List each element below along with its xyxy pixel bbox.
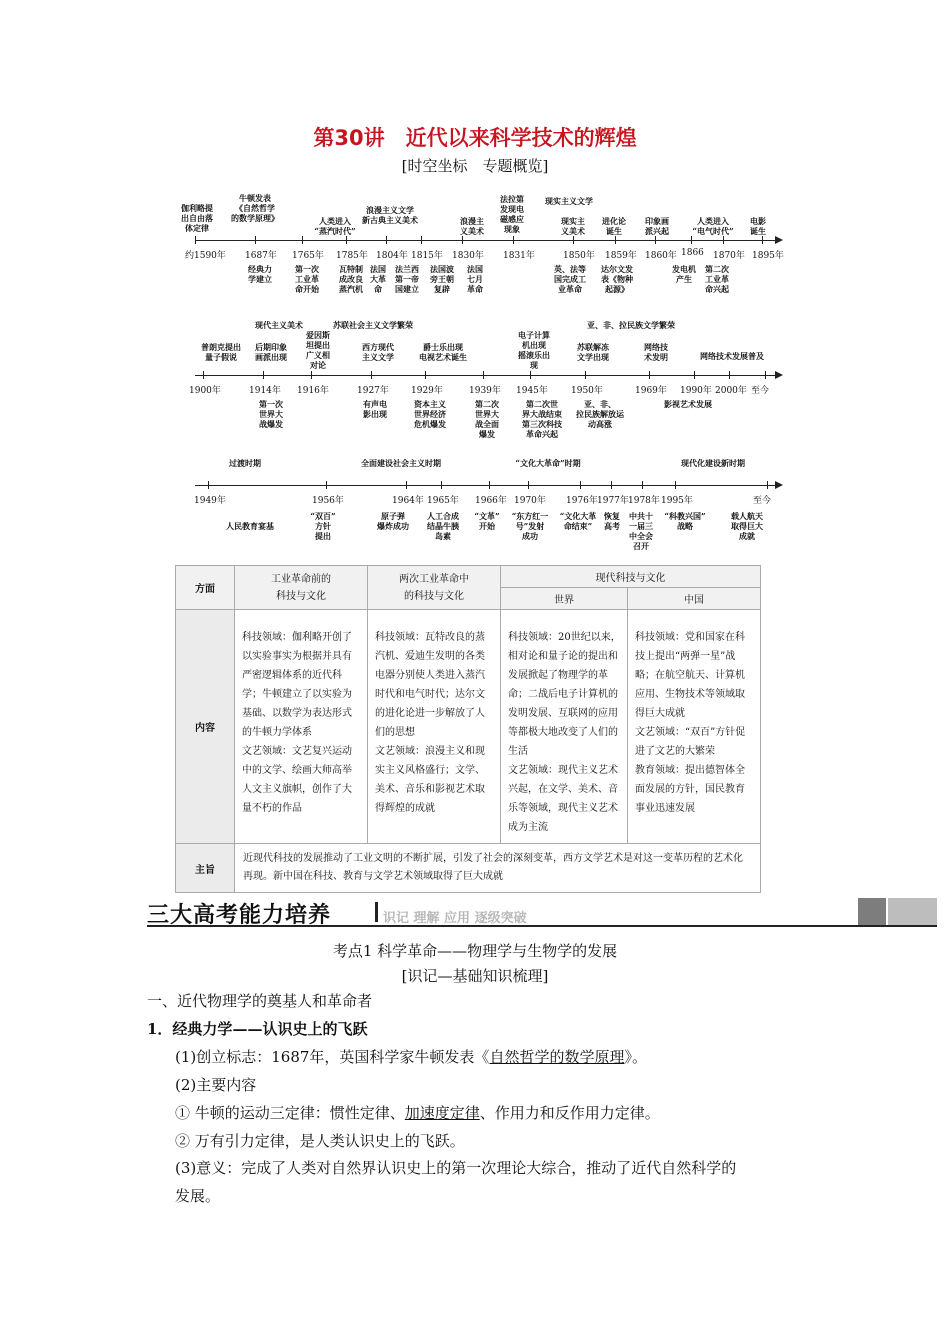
cell-preindustrial: 科技领域：伽利略开创了以实验事实为根据并具有严密逻辑体系的近代科学；牛顿建立了以实验为基础、以数学为表达形式的牛顿力学体系 文艺领域：文艺复兴运动中的文学、绘画大师高举人文主义旗帜，创作了大量不朽的作品 xyxy=(235,610,368,844)
header-industrial: 两次工业革命中 的科技与文化 xyxy=(368,566,501,610)
timeline-event: “科教兴国” 战略 xyxy=(664,511,706,531)
timeline-tick xyxy=(585,371,586,379)
timeline-event: 伽利略提 出自由落 体定律 xyxy=(181,203,213,233)
timeline-event: “文化大革 命结束” xyxy=(559,511,597,531)
timeline-year: 1804年 xyxy=(376,251,408,261)
timeline-event: 人类进入 “蒸汽时代” xyxy=(314,216,356,236)
timeline-tick xyxy=(530,371,531,379)
timeline-tick xyxy=(406,481,407,489)
timeline-event: “东方红一 号”发射 成功 xyxy=(511,511,549,541)
timeline-3 xyxy=(185,458,785,553)
timeline-axis xyxy=(195,375,775,376)
timeline-tick xyxy=(767,481,768,489)
timeline-tick xyxy=(694,371,695,379)
timeline-year: 1956年 xyxy=(312,496,344,506)
timeline-1 xyxy=(181,190,785,295)
timeline-event: 第二次 工业革 命兴起 xyxy=(705,264,729,294)
timeline-event: 电子计算 机出现 摇滚乐出 现 xyxy=(518,330,550,370)
text: 、作用力和反作用力定律。 xyxy=(479,1104,660,1122)
timeline-tick xyxy=(255,236,256,244)
timeline-event: 瓦特制 成改良 蒸汽机 xyxy=(339,264,363,294)
timeline-year: 1978年 xyxy=(628,496,660,506)
timeline-year: 1939年 xyxy=(469,386,501,396)
timeline-year: 1976年 xyxy=(566,496,598,506)
cell-industrial: 科技领域：瓦特改良的蒸汽机、爱迪生发明的各类电器分别使人类进入蒸汽时代和电气时代；达尔文的进化论进一步解放了人们的思想 文艺领域：浪漫主义和现实主义风格盛行；文学、美术、音乐和影视艺术取得辉煌的成就 xyxy=(368,610,501,844)
banner-divider xyxy=(375,902,378,922)
timeline-event: 恢复 高考 xyxy=(604,511,620,531)
timeline-event: 法兰西 第一帝 国建立 xyxy=(395,264,419,294)
timeline-tick xyxy=(421,236,422,244)
timeline-tick xyxy=(611,481,612,489)
banner-title: 三大高考能力培养 xyxy=(147,903,332,928)
timeline-axis xyxy=(195,240,775,241)
timeline-event: 第二次世 界大战结束 第三次科技 革命兴起 xyxy=(522,399,562,439)
timeline-event: 爵士乐出现 电视艺术诞生 xyxy=(419,342,467,362)
timeline-event: 经典力 学建立 xyxy=(248,264,272,284)
kaodian-heading: 考点1 科学革命——物理学与生物学的发展 xyxy=(332,942,618,960)
timeline-tick xyxy=(203,371,204,379)
timeline-tick xyxy=(195,236,196,244)
text: 》。 xyxy=(624,1048,647,1066)
timeline-year: 1970年 xyxy=(514,496,546,506)
timeline-year: 1815年 xyxy=(411,251,443,261)
row-label-content: 内容 xyxy=(176,610,235,844)
timeline-event: 后期印象 画派出现 xyxy=(255,342,287,362)
text: (1)创立标志：1687年，英国科学家牛顿发表《 xyxy=(175,1048,490,1066)
arrow-icon xyxy=(775,236,783,244)
cell-gist: 近现代科技的发展推动了工业文明的不断扩展，引发了社会的深刻变革，西方文学艺术是对这一变革历程的艺术化再现。新中国在科技、教育与文学艺术领域取得了巨大成就 xyxy=(235,844,761,893)
timeline-event: 载人航天 取得巨大 成就 xyxy=(731,511,763,541)
timeline-tick xyxy=(580,481,581,489)
timeline-event: 原子弹 爆炸成功 xyxy=(377,511,409,531)
arrow-icon xyxy=(775,481,783,489)
timeline-year: 1965年 xyxy=(427,496,459,506)
timeline-year: 1785年 xyxy=(336,251,368,261)
timeline-event: 牛顿发表 《自然哲学 的数学原理》 xyxy=(231,193,279,223)
timeline-event: 资本主义 世界经济 危机爆发 xyxy=(414,399,446,429)
paragraph xyxy=(175,1102,660,1123)
paragraph: ② 万有引力定律，是人类认识史上的飞跃。 xyxy=(175,1132,465,1150)
timeline-tick xyxy=(263,371,264,379)
timeline-tick xyxy=(441,481,442,489)
timeline-year: 1765年 xyxy=(292,251,324,261)
timeline-tick xyxy=(311,371,312,379)
timeline-tick xyxy=(675,481,676,489)
timeline-year: 1949年 xyxy=(194,496,226,506)
text: ① 牛顿的运动三定律：惯性定律、 xyxy=(175,1104,405,1122)
section-subtitle: [时空坐标 专题概览] xyxy=(401,157,549,175)
timeline-year: 2000年 xyxy=(715,386,747,396)
timeline-year: 1950年 xyxy=(571,386,603,396)
timeline-event: 法国 七月 革命 xyxy=(467,264,483,294)
section-banner xyxy=(147,898,937,928)
timeline-event: 爱因斯 坦提出 广义相 对论 xyxy=(306,330,330,370)
timeline-event: 电影 诞生 xyxy=(750,216,766,236)
timeline-tick xyxy=(208,481,209,489)
timeline-event: 进化论 诞生 xyxy=(602,216,626,236)
timeline-event: “文革” 开始 xyxy=(474,511,500,531)
cell-world: 科技领域：20世纪以来，相对论和量子论的提出和发展掀起了物理学的革命；二战后电子计算机的发明发展、互联网的应用等都极大地改变了人们的生活 文艺领域：现代主义艺术兴起，在文学、美术、音乐等领域，现代主义艺术成为主流 xyxy=(501,610,628,844)
timeline-period: 过渡时期 xyxy=(229,458,261,468)
timeline-tick xyxy=(346,236,347,244)
timeline-tick xyxy=(691,236,692,244)
header-world: 世界 xyxy=(501,588,628,610)
timeline-year: 1900年 xyxy=(189,386,221,396)
timeline-tick xyxy=(489,481,490,489)
timeline-period: “文化大革命”时期 xyxy=(515,458,581,468)
timeline-year: 1995年 xyxy=(661,496,693,506)
timeline-event: 发电机 产生 xyxy=(672,264,696,284)
timeline-event: 现实主义文学 xyxy=(545,196,593,206)
timeline-event: 人工合成 结晶牛胰 岛素 xyxy=(427,511,459,541)
row-label-gist: 主旨 xyxy=(176,844,235,893)
underlined-term: 加速度定律 xyxy=(404,1104,480,1122)
timeline-event: 达尔文发 表《物种 起源》 xyxy=(601,264,633,294)
timeline-tick xyxy=(386,236,387,244)
header-modern: 现代科技与文化 xyxy=(501,566,761,588)
timeline-event: 苏联社会主义文学繁荣 xyxy=(333,320,413,330)
timeline-year: 1916年 xyxy=(297,386,329,396)
timeline-axis xyxy=(195,485,775,486)
timeline-2 xyxy=(185,320,785,440)
timeline-event: 普朗克提出 量子假说 xyxy=(201,342,241,362)
timeline-event: 亚、非、 拉民族解放运 动高涨 xyxy=(576,399,624,429)
kaodian-subheading: [识记—基础知识梳理] xyxy=(401,967,549,985)
timeline-year: 1966年 xyxy=(475,496,507,506)
banner-decoration xyxy=(858,898,886,925)
timeline-year: 至今 xyxy=(753,496,772,506)
timeline-event: 现代主义美术 xyxy=(255,320,303,330)
timeline-event: 浪漫主义文学 新古典主义美术 xyxy=(362,205,418,225)
header-china: 中国 xyxy=(628,588,761,610)
timeline-year: 1870年 xyxy=(713,251,745,261)
timeline-tick xyxy=(425,371,426,379)
timeline-year: 1687年 xyxy=(245,251,277,261)
timeline-tick xyxy=(371,371,372,379)
timeline-tick xyxy=(615,236,616,244)
cell-china: 科技领域：党和国家在科技上提出“两弹一星”战略；在航空航天、计算机应用、生物技术等领域取得巨大成就 文艺领域：“双百”方针促进了文艺的大繁荣 教育领域：提出德智体全面发展的方针，国民教育事业迅速发展 xyxy=(628,610,761,844)
timeline-tick xyxy=(513,236,514,244)
timeline-event: 苏联解冻 文学出现 xyxy=(577,342,609,362)
overview-table xyxy=(175,565,761,893)
timeline-event: 网络技术发展普及 xyxy=(700,351,764,361)
timeline-period: 全面建设社会主义时期 xyxy=(361,458,441,468)
timeline-tick xyxy=(649,371,650,379)
timeline-event: 人民教育宴基 xyxy=(226,521,274,531)
timeline-event: 有声电 影出现 xyxy=(363,399,387,419)
timeline-event: “双百” 方针 提出 xyxy=(310,511,336,541)
timeline-year: 1850年 xyxy=(563,251,595,261)
page-title: 第30讲 近代以来科学技术的辉煌 xyxy=(313,126,637,150)
timeline-event: 第二次 世界大 战全面 爆发 xyxy=(475,399,499,439)
timeline-event: 网络技 术发明 xyxy=(644,342,668,362)
timeline-year: 1895年 xyxy=(752,251,784,261)
timeline-tick xyxy=(573,236,574,244)
header-preindustrial: 工业革命前的 科技与文化 xyxy=(235,566,368,610)
timeline-period: 现代化建设新时期 xyxy=(681,458,745,468)
timeline-event: 浪漫主 义美术 xyxy=(460,216,484,236)
banner-rule xyxy=(147,925,937,927)
timeline-tick xyxy=(762,236,763,244)
paragraph: (3)意义：完成了人类对自然界认识史上的第一次理论大综合，推动了近代自然科学的 xyxy=(175,1159,737,1177)
timeline-event: 法国 大革 命 xyxy=(370,264,386,294)
timeline-year: 1990年 xyxy=(680,386,712,396)
timeline-year: 1929年 xyxy=(411,386,443,396)
timeline-year: 1977年 xyxy=(597,496,629,506)
timeline-year: 1945年 xyxy=(516,386,548,396)
timeline-year: 至今 xyxy=(751,386,770,396)
timeline-tick xyxy=(462,236,463,244)
banner-decoration xyxy=(888,898,937,925)
arrow-icon xyxy=(775,371,783,379)
heading-level-2: 1．经典力学——认识史上的飞跃 xyxy=(147,1020,368,1038)
timeline-event: 法国波 旁王朝 复辟 xyxy=(430,264,454,294)
timeline-year: 1969年 xyxy=(635,386,667,396)
timeline-event: 西方现代 主义文学 xyxy=(362,342,394,362)
timeline-year: 1914年 xyxy=(249,386,281,396)
timeline-tick xyxy=(729,371,730,379)
timeline-year: 约1590年 xyxy=(185,251,226,261)
underlined-term: 自然哲学的数学原理 xyxy=(489,1048,625,1066)
timeline-year: 1830年 xyxy=(452,251,484,261)
timeline-tick xyxy=(655,236,656,244)
timeline-tick xyxy=(642,481,643,489)
timeline-year: 1866 xyxy=(681,248,704,258)
paragraph xyxy=(175,1046,647,1067)
header-aspect: 方面 xyxy=(176,566,235,610)
timeline-event: 人类进入 “电气时代” xyxy=(692,216,734,236)
paragraph: 发展。 xyxy=(175,1187,221,1205)
timeline-event: 现实主 义美术 xyxy=(561,216,585,236)
timeline-year: 1927年 xyxy=(357,386,389,396)
timeline-year: 1860年 xyxy=(645,251,677,261)
timeline-event: 中共十 一届三 中全会 召开 xyxy=(629,511,653,551)
timeline-tick xyxy=(483,371,484,379)
timeline-event: 第一次 世界大 战爆发 xyxy=(259,399,283,429)
timeline-tick xyxy=(765,371,766,379)
timeline-event: 亚、非、拉民族文学繁荣 xyxy=(587,320,675,330)
timeline-event: 英、法等 国完成工 业革命 xyxy=(554,264,586,294)
timeline-tick xyxy=(326,481,327,489)
timeline-event: 第一次 工业革 命开始 xyxy=(295,264,319,294)
banner-tagline: 识记 理解 应用 逐级突破 xyxy=(383,911,527,926)
heading-level-1: 一、近代物理学的奠基人和革命者 xyxy=(147,992,373,1010)
timeline-year: 1859年 xyxy=(605,251,637,261)
timeline-year: 1831年 xyxy=(503,251,535,261)
timeline-event: 印象画 派兴起 xyxy=(645,216,669,236)
timeline-tick xyxy=(302,236,303,244)
timeline-tick xyxy=(723,236,724,244)
timeline-event: 法拉第 发现电 磁感应 现象 xyxy=(500,194,524,234)
timeline-event: 影视艺术发展 xyxy=(664,399,712,409)
timeline-tick xyxy=(528,481,529,489)
timeline-year: 1964年 xyxy=(392,496,424,506)
paragraph: (2)主要内容 xyxy=(175,1076,257,1094)
